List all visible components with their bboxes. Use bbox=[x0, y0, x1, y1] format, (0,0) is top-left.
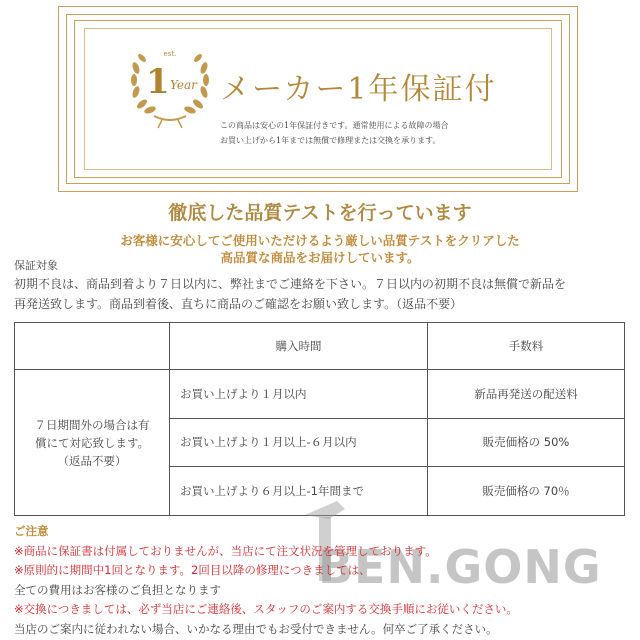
wreath-year: Year bbox=[170, 78, 197, 92]
certificate-subtitle bbox=[220, 118, 448, 148]
guarantee-line: 再発送致します。商品到着後、直ちに商品のご確認をお願い致します。（返品不要） bbox=[14, 297, 463, 311]
table-header-row bbox=[15, 323, 625, 370]
guarantee-label: 保証対象 bbox=[14, 259, 58, 272]
guarantee-description bbox=[14, 274, 630, 314]
out-of-period-line: （返品不要） bbox=[57, 453, 127, 468]
table-cell-period: お買い上げより１月以内 bbox=[170, 370, 428, 419]
subheading-line: 高品質な商品をお届けしています。 bbox=[220, 250, 420, 265]
subheading-line: お客様に安心してご使用いただけるよう厳しい品質テストをクリアした bbox=[120, 233, 520, 248]
warranty-certificate bbox=[58, 6, 578, 192]
notes-title: ご注意 bbox=[14, 524, 49, 538]
certificate-title: メーカー1年保証付 bbox=[220, 72, 497, 107]
watermark-text: BEN.GONG bbox=[318, 540, 602, 594]
table-cell-fee: 新品再発送の配送料 bbox=[428, 370, 625, 419]
note-line: ※商品に保証書は付属しておりませんが、当店にて注文状況を管理しております。 bbox=[14, 543, 437, 558]
note-line: 全ての費用はお客様のご負担となります bbox=[14, 582, 221, 597]
table-cell-fee: 販売価格の 50% bbox=[428, 418, 625, 467]
fee-table bbox=[14, 322, 625, 516]
notes-section bbox=[14, 522, 630, 639]
table-header-fee: 手数料 bbox=[428, 323, 625, 370]
note-line: 当店のご案内に従われない場合、いかなる理由でもお受付できません。何卒ご了承ください。 bbox=[14, 621, 498, 636]
wreath-small-text: est. bbox=[163, 50, 177, 58]
out-of-period-note bbox=[15, 370, 170, 516]
table-cell-period: お買い上げより６月以上-1年間まで bbox=[170, 467, 428, 516]
table-cell-fee: 販売価格の 70％ bbox=[428, 467, 625, 516]
page-heading: 徹底した品質テストを行っています bbox=[168, 202, 472, 224]
note-line: ※交換につきましては、必ず当店にご連絡後、スタッフのご案内する交換手順にお従いください。 bbox=[14, 602, 518, 616]
certificate-subtitle-line: お買い上げから1年までは無償で修理または交換を承ります。 bbox=[220, 136, 441, 145]
certificate-subtitle-line: この商品は安心の1年保証付きです。通常使用による故障の場合 bbox=[220, 121, 449, 130]
table-header-period: 購入時間 bbox=[170, 323, 428, 370]
guarantee-line: 初期不良は、商品到着より７日以内に、弊社までご連絡を下さい。７日以内の初期不良は無償で新品を bbox=[14, 277, 567, 291]
table-cell-period: お買い上げより１月以上-６月以内 bbox=[170, 418, 428, 467]
page-subheading bbox=[0, 232, 640, 266]
wreath-number: 1 bbox=[146, 62, 170, 102]
table-header-empty bbox=[15, 323, 170, 370]
table-row bbox=[15, 370, 625, 419]
note-line: ※原則的に期間中1回となります。2回目以降の修理につきましては、 bbox=[14, 563, 371, 577]
wreath-label bbox=[124, 40, 216, 132]
out-of-period-line: ７日期間外の場合は有 bbox=[34, 417, 150, 432]
out-of-period-line: 償にて対応致します。 bbox=[34, 435, 150, 450]
